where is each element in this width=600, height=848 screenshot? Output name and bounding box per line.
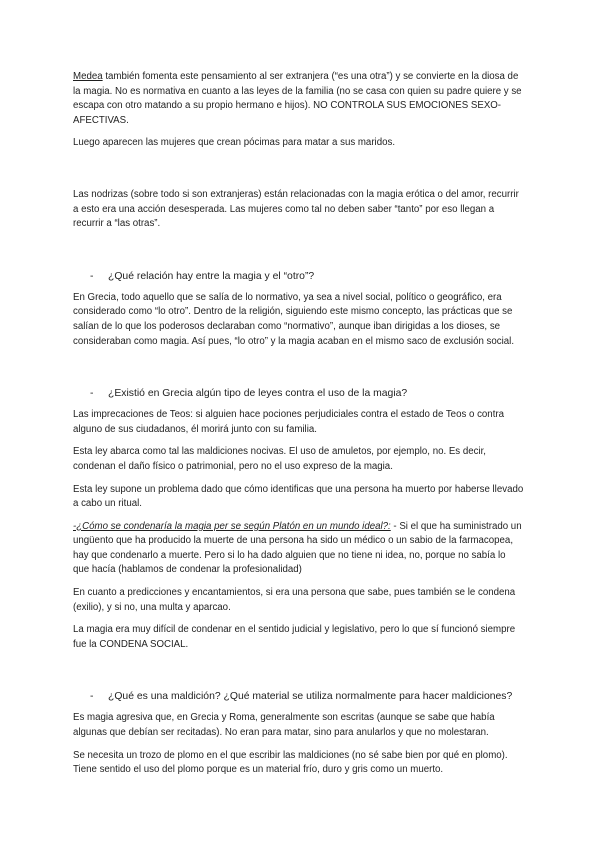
paragraph-pocimas: Luego aparecen las mujeres que crean pócimas para matar a sus maridos. xyxy=(73,137,396,149)
paragraph-predicciones: En cuanto a predicciones y encantamientos, si era una persona que sabe, pues también se le condena (exilio), y si no, una multa y aparcao. xyxy=(73,587,516,613)
medea-text: también fomenta este pensamiento al ser extranjera (“es una otra”) y se convierte en la diosa de la magia. No es normativa en cuanto a las leyes de la familia (no se casa con quien su padre quiere y se escapa con otro matando a su propio hermano e hijos). NO CONTROLA SUS EMOCIONES SEXO-AFECTIVAS. xyxy=(73,71,522,126)
question-leyes-text: ¿Existió en Grecia algún tipo de leyes contra el uso de la magia? xyxy=(108,388,408,400)
bullet-dash: - xyxy=(90,270,94,282)
question-maldicion-text: ¿Qué es una maldición? ¿Qué material se utiliza normalmente para hacer maldiciones? xyxy=(108,691,513,703)
paragraph-problema-ley: Esta ley supone un problema dado que cómo identificas que una persona ha muerto por haberse llevado a cabo un ritual. xyxy=(73,483,524,510)
paragraph-grecia-otro: En Grecia, todo aquello que se salía de lo normativo, ya sea a nivel social, político o geográfico, era considerado como “lo otro”. Dentro de la religión, siguiendo este mismo concepto, las prácticas que se salían de lo que los poderosos declaraban como “normativo”, aunque iban dirigidas a los dioses, se consideraban como magia. Así pues, “lo otro” y la magia acaban en el mismo saco de exclusión social. xyxy=(73,291,515,347)
bullet-dash: - xyxy=(90,691,94,703)
platon-text: - Si el que ha suministrado un ungüento que ha producido la muerte de una persona ha sido un médico o un sabio de la farmacopea, hay que condenarlo a muerte. Pero si lo ha dado alguien que no tiene ni idea, no, porque no sabía lo que hacía (hablamos de condenar la profesionalidad) xyxy=(73,520,522,576)
paragraph-platon xyxy=(73,520,524,578)
question-maldicion xyxy=(73,689,524,704)
paragraph-plomo: Se necesita un trozo de plomo en el que escribir las maldiciones (no sé sabe bien por qué en plomo). Tiene sentido el uso del plomo porque es un material frío, duro y gris como un muerto. xyxy=(73,749,508,776)
paragraph-maldiciones-nocivas: Esta ley abarca como tal las maldiciones nocivas. El uso de amuletos, por ejemplo, no. Es decir, condenan el daño físico o patrimonial, pero no el uso expreso de la magia. xyxy=(73,446,486,472)
medea-name: Medea xyxy=(73,71,103,82)
question-otro-text: ¿Qué relación hay entre la magia y el “otro”? xyxy=(108,270,315,282)
paragraph-teos: Las imprecaciones de Teos: si alguien hace pociones perjudiciales contra el estado de Teos o contra alguno de sus ciudadanos, él morirá junto con su familia. xyxy=(73,409,505,435)
paragraph-condena-social: La magia era muy difícil de condenar en el sentido judicial y legislativo, pero lo que sí funcionó siempre fue la CONDENA SOCIAL. xyxy=(73,624,516,650)
question-otro xyxy=(73,269,524,284)
paragraph-medea xyxy=(73,70,524,128)
question-leyes xyxy=(73,386,524,401)
paragraph-nodrizas: Las nodrizas (sobre todo si son extranjeras) están relacionadas con la magia erótica o del amor, recurrir a esto era una acción desesperada. Las mujeres como tal no deben saber “tanto” por eso llegan a recurrir a “las otras”. xyxy=(73,188,519,230)
platon-question: -¿Cómo se condenaría la magia per se según Platón en un mundo ideal?: xyxy=(73,520,391,532)
bullet-dash: - xyxy=(90,388,94,400)
paragraph-magia-agresiva: Es magia agresiva que, en Grecia y Roma, generalmente son escritas (aunque se sabe que había algunas que debían ser recitadas). No eran para matar, sino para anularlos y que no molestaran. xyxy=(73,712,495,739)
